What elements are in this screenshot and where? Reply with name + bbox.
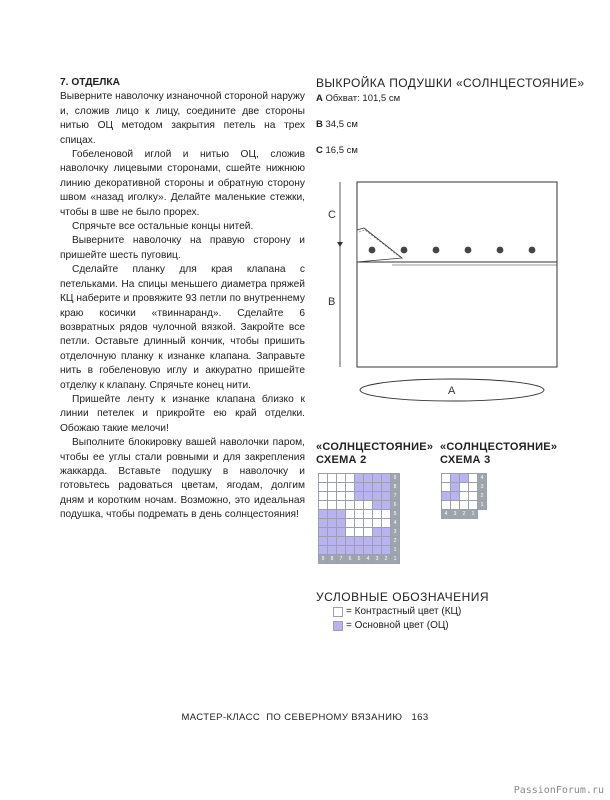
- main-color-stitch: [382, 474, 391, 483]
- contrast-color-stitch: [373, 510, 382, 519]
- main-color-stitch: [346, 537, 355, 546]
- main-color-stitch: [364, 492, 373, 501]
- main-color-stitch: [337, 528, 346, 537]
- main-color-stitch: [319, 510, 328, 519]
- footer-middle: ПО СЕВЕРНОМУ ВЯЗАНИЮ: [266, 712, 403, 723]
- main-color-stitch: [382, 537, 391, 546]
- contrast-color-stitch: [364, 528, 373, 537]
- button-2: [401, 247, 408, 254]
- paragraph: Гобеленовой иглой и нитью ОЦ, сложив наволочку лицевыми сторонами, сшейте нижнюю линию декоративной стороны и обратную сторону швом «назад иголку». Делайте маленькие стежки, чтобы в шве не было прорех.: [60, 149, 305, 218]
- contrast-color-stitch: [469, 474, 478, 483]
- contrast-color-stitch: [328, 483, 337, 492]
- button-3: [433, 247, 440, 254]
- main-color-stitch: [328, 519, 337, 528]
- row-number: 9: [391, 474, 400, 483]
- page-number: 163: [411, 712, 429, 723]
- label-b: B: [328, 296, 336, 308]
- chart-row: [442, 474, 487, 483]
- footer-left: МАСТЕР-КЛАСС: [181, 712, 261, 723]
- column-number: 9: [319, 555, 328, 564]
- contrast-color-stitch: [364, 501, 373, 510]
- contrast-color-stitch: [442, 474, 451, 483]
- chart-row: [319, 492, 400, 501]
- chart-row: [319, 474, 400, 483]
- contrast-color-stitch: [355, 519, 364, 528]
- contrast-color-stitch: [451, 501, 460, 510]
- column-number: 2: [382, 555, 391, 564]
- chart-row: [319, 528, 400, 537]
- main-color-stitch: [319, 519, 328, 528]
- column-numbers-row: [442, 510, 487, 519]
- contrast-color-stitch: [460, 483, 469, 492]
- contrast-color-stitch: [328, 492, 337, 501]
- main-color-stitch: [346, 546, 355, 555]
- label-a: A: [448, 385, 456, 397]
- section-heading: 7. ОТДЕЛКА: [60, 77, 120, 88]
- column-number: 3: [373, 555, 382, 564]
- main-color-stitch: [382, 492, 391, 501]
- contrast-color-stitch: [355, 510, 364, 519]
- contrast-color-stitch: [346, 528, 355, 537]
- chart-row: [319, 483, 400, 492]
- pillow-pattern-diagram: [322, 170, 562, 405]
- contrast-color-stitch: [337, 501, 346, 510]
- main-color-stitch: [355, 492, 364, 501]
- paragraph: Спрячьте все остальные концы нитей.: [72, 221, 254, 233]
- row-number: 2: [391, 537, 400, 546]
- main-color-stitch: [355, 483, 364, 492]
- chart-row: [442, 483, 487, 492]
- main-color-stitch: [382, 546, 391, 555]
- row-number: 8: [391, 483, 400, 492]
- column-number: 5: [355, 555, 364, 564]
- row-number: 1: [478, 501, 487, 510]
- paragraph: Выверните наволочку на правую сторону и пришейте шесть пуговиц.: [60, 235, 305, 261]
- contrast-color-stitch: [346, 519, 355, 528]
- column-number: 7: [337, 555, 346, 564]
- main-color-stitch: [337, 519, 346, 528]
- row-number: 4: [391, 519, 400, 528]
- contrast-color-stitch: [319, 474, 328, 483]
- chart-row: [319, 537, 400, 546]
- main-color-stitch: [364, 537, 373, 546]
- main-color-stitch: [319, 528, 328, 537]
- column-number: 3: [451, 510, 460, 519]
- main-color-stitch: [328, 528, 337, 537]
- row-number: 6: [391, 501, 400, 510]
- contrast-color-stitch: [328, 501, 337, 510]
- main-color-stitch: [373, 528, 382, 537]
- contrast-color-stitch: [346, 483, 355, 492]
- main-color-stitch: [442, 492, 451, 501]
- flap-fold: [357, 228, 402, 262]
- main-color-stitch: [328, 537, 337, 546]
- main-color-stitch: [328, 546, 337, 555]
- contrast-color-stitch: [337, 492, 346, 501]
- pillow-outline: [357, 182, 557, 367]
- button-1: [369, 247, 376, 254]
- row-number: 2: [478, 492, 487, 501]
- paragraph: Пришейте ленту к изнанке клапана близко к линии петелек и прикройте ею край отделки. Обожаю такие мелочи!: [60, 393, 305, 434]
- contrast-color-stitch: [373, 519, 382, 528]
- contrast-color-stitch: [346, 492, 355, 501]
- column-number: 8: [328, 555, 337, 564]
- contrast-color-stitch: [355, 528, 364, 537]
- row-number: 7: [391, 492, 400, 501]
- contrast-color-stitch: [337, 474, 346, 483]
- watermark: PassionForum.ru: [513, 785, 604, 796]
- column-number: 1: [469, 510, 478, 519]
- main-color-stitch: [355, 537, 364, 546]
- contrast-color-stitch: [319, 492, 328, 501]
- contrast-color-stitch: [319, 483, 328, 492]
- contrast-color-stitch: [382, 510, 391, 519]
- label-c: C: [328, 209, 336, 221]
- main-color-stitch: [355, 546, 364, 555]
- column-number: 2: [460, 510, 469, 519]
- main-color-stitch: [364, 483, 373, 492]
- main-color-stitch: [373, 501, 382, 510]
- contrast-color-stitch: [346, 474, 355, 483]
- paragraph: Выверните наволочку изнаночной стороной наружу и, сложив лицо к лицу, соедините две стороны нитью ОЦ методом закрытия петель на трех спицах.: [60, 91, 305, 146]
- legend-item-contrast: = Контрастный цвет (КЦ): [333, 606, 461, 617]
- contrast-color-stitch: [442, 483, 451, 492]
- contrast-color-stitch: [382, 519, 391, 528]
- contrast-color-stitch: [469, 492, 478, 501]
- scheme-2-chart: [318, 473, 400, 564]
- contrast-color-stitch: [346, 510, 355, 519]
- button-6: [529, 247, 536, 254]
- column-number: 4: [364, 555, 373, 564]
- legend-item-main: = Основной цвет (ОЦ): [333, 620, 449, 631]
- main-color-stitch: [373, 474, 382, 483]
- main-color-stitch: [319, 546, 328, 555]
- button-4: [465, 247, 472, 254]
- main-color-stitch: [460, 474, 469, 483]
- contrast-color-stitch: [469, 483, 478, 492]
- scheme-3-chart: [441, 473, 487, 519]
- main-color-swatch: [333, 621, 343, 631]
- contrast-color-stitch: [355, 501, 364, 510]
- row-number: 4: [478, 474, 487, 483]
- paragraph: Сделайте планку для края клапана с петельками. На спицы меньшего диаметра пряжей КЦ наберите и провяжите 93 петли по внутреннему краю косички «твиннаранд». Сделайте 6 возвратных рядов чулочной вязкой. Закройте все петли. Оставьте длинный кончик, чтобы пришить отделочную планку к изнанке клапана. Заправьте нить в гобеленовую иглу и аккуратно пришейте отделку к клапану. Спрячьте конец нити.: [60, 264, 305, 391]
- contrast-color-swatch: [333, 607, 343, 617]
- measurement-a: A Обхват: 101,5 см: [316, 93, 401, 104]
- main-color-stitch: [451, 474, 460, 483]
- paragraph: Выполните блокировку вашей наволочки паром, чтобы ее углы стали ровными и для закрепления жаккарда. Вставьте подушку в наволочку и готовьтесь радоваться цветам, ягодам, долгим дням и коротким ночам. Возможно, это идеальная подушка, чтобы подремать в день солнцестояния!: [60, 437, 305, 521]
- chart-row: [319, 510, 400, 519]
- row-number: 5: [391, 510, 400, 519]
- main-color-stitch: [373, 483, 382, 492]
- measurement-c: C 16,5 см: [316, 145, 358, 156]
- main-color-stitch: [382, 483, 391, 492]
- column-number: 6: [346, 555, 355, 564]
- main-color-stitch: [355, 474, 364, 483]
- chart-row: [319, 546, 400, 555]
- row-number: 3: [391, 528, 400, 537]
- contrast-color-stitch: [460, 501, 469, 510]
- scheme-3-title: «СОЛНЦЕСТОЯНИЕ» СХЕМА 3: [440, 441, 558, 466]
- section-paragraphs: [60, 90, 305, 522]
- main-color-stitch: [337, 546, 346, 555]
- main-color-stitch: [337, 537, 346, 546]
- column-number: 1: [391, 555, 400, 564]
- main-color-stitch: [373, 537, 382, 546]
- main-color-stitch: [373, 492, 382, 501]
- contrast-color-stitch: [469, 501, 478, 510]
- main-color-stitch: [319, 537, 328, 546]
- main-color-stitch: [373, 546, 382, 555]
- main-color-stitch: [328, 510, 337, 519]
- main-color-stitch: [382, 501, 391, 510]
- contrast-color-stitch: [364, 519, 373, 528]
- finishing-section: [60, 76, 305, 523]
- pattern-title: ВЫКРОЙКА ПОДУШКИ «СОЛНЦЕСТОЯНИЕ»: [316, 76, 585, 90]
- column-numbers-row: [319, 555, 400, 564]
- chart-row: [319, 519, 400, 528]
- chart-row: [442, 501, 487, 510]
- column-number: 4: [442, 510, 451, 519]
- main-color-stitch: [364, 546, 373, 555]
- main-color-stitch: [451, 492, 460, 501]
- main-color-stitch: [451, 483, 460, 492]
- contrast-color-stitch: [364, 510, 373, 519]
- contrast-color-stitch: [328, 474, 337, 483]
- main-color-stitch: [337, 510, 346, 519]
- main-color-stitch: [364, 474, 373, 483]
- row-number: 1: [391, 546, 400, 555]
- legend-title: УСЛОВНЫЕ ОБОЗНАЧЕНИЯ: [316, 590, 490, 604]
- measurement-b: B 34,5 см: [316, 119, 358, 130]
- contrast-color-stitch: [346, 501, 355, 510]
- scheme-2-title: «СОЛНЦЕСТОЯНИЕ» СХЕМА 2: [316, 441, 434, 466]
- chart-row: [442, 492, 487, 501]
- row-number: 3: [478, 483, 487, 492]
- contrast-color-stitch: [460, 492, 469, 501]
- contrast-color-stitch: [337, 483, 346, 492]
- chart-row: [319, 501, 400, 510]
- button-5: [497, 247, 504, 254]
- main-color-stitch: [382, 528, 391, 537]
- page-footer: [0, 712, 610, 723]
- contrast-color-stitch: [319, 501, 328, 510]
- contrast-color-stitch: [442, 501, 451, 510]
